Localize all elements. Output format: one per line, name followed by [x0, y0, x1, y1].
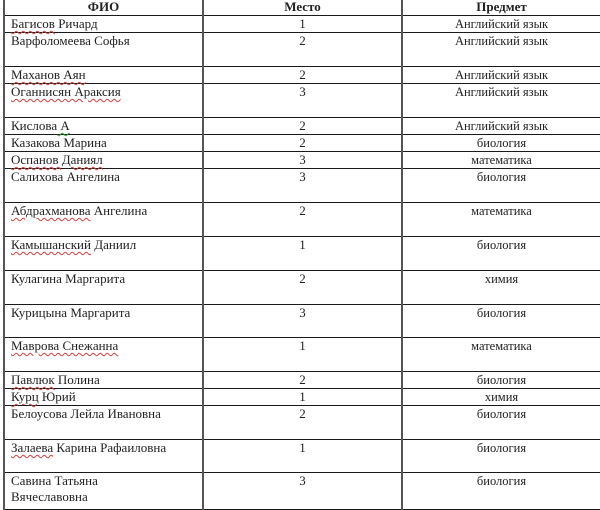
table-row — [4, 16, 600, 33]
table-row — [4, 118, 600, 135]
cell-place: 1 — [203, 338, 402, 372]
cell-name — [4, 33, 203, 67]
cell-name — [4, 440, 203, 473]
name-text: Оганнисян Араксия — [11, 84, 121, 99]
cell-subject: биология — [402, 169, 600, 203]
cell-name — [4, 237, 203, 271]
cell-place: 1 — [203, 16, 402, 33]
name-text-flagged: Абдрахманова — [11, 203, 91, 218]
cell-subject: химия — [402, 271, 600, 305]
cell-name — [4, 67, 203, 84]
table-row — [4, 84, 600, 118]
cell-name — [4, 406, 203, 440]
name-text-rest: Даниил — [90, 237, 137, 252]
cell-place: 2 — [203, 271, 402, 305]
cell-subject: математика — [402, 152, 600, 169]
name-text: Казакова Марина — [11, 135, 107, 150]
header-name: ФИО — [4, 0, 203, 16]
cell-name — [4, 305, 203, 338]
name-text: Савина Татьяна Вячеславовна — [11, 473, 98, 504]
cell-subject: математика — [402, 203, 600, 237]
cell-place: 2 — [203, 33, 402, 67]
cell-name — [4, 169, 203, 203]
name-text: Варфоломеева Софья — [11, 33, 130, 48]
name-text: Белоусова Лейла Ивановна — [11, 406, 161, 421]
name-text-flagged: А — [57, 118, 70, 133]
cell-place: 3 — [203, 473, 402, 510]
cell-name — [4, 135, 203, 152]
cell-place: 3 — [203, 84, 402, 118]
cell-subject: химия — [402, 389, 600, 406]
name-text-flagged: Павлюк — [11, 372, 55, 387]
cell-subject: биология — [402, 135, 600, 152]
cell-subject: Английский язык — [402, 118, 600, 135]
cell-place: 3 — [203, 169, 402, 203]
name-text-flagged: Курц — [11, 389, 39, 404]
name-text-rest: Ангелина — [90, 203, 148, 218]
header-row — [4, 0, 600, 16]
cell-subject: Английский язык — [402, 33, 600, 67]
cell-name — [4, 372, 203, 389]
cell-place: 1 — [203, 440, 402, 473]
name-text-flagged: Камышанский — [11, 237, 91, 252]
cell-subject: биология — [402, 440, 600, 473]
table-row — [4, 440, 600, 473]
cell-place: 2 — [203, 372, 402, 389]
table-row — [4, 389, 600, 406]
cell-name — [4, 271, 203, 305]
name-text-flagged: Залаева — [11, 440, 54, 455]
cell-subject: биология — [402, 406, 600, 440]
cell-name — [4, 84, 203, 118]
results-table — [3, 0, 600, 510]
name-text: Кислова — [11, 118, 58, 133]
table-row — [4, 372, 600, 389]
cell-name — [4, 473, 203, 510]
name-text-rest: Полина — [54, 372, 100, 387]
cell-subject: Английский язык — [402, 16, 600, 33]
table-row — [4, 135, 600, 152]
cell-name — [4, 16, 203, 33]
cell-subject: биология — [402, 237, 600, 271]
cell-place: 2 — [203, 406, 402, 440]
cell-subject: Английский язык — [402, 67, 600, 84]
cell-subject: биология — [402, 372, 600, 389]
table-row — [4, 33, 600, 67]
cell-place: 2 — [203, 135, 402, 152]
table-row — [4, 203, 600, 237]
header-place: Место — [203, 0, 402, 16]
cell-subject: биология — [402, 305, 600, 338]
table-row — [4, 67, 600, 84]
cell-subject: математика — [402, 338, 600, 372]
name-text: Курицына Маргарита — [11, 305, 131, 320]
name-text-rest: Юрий — [38, 389, 76, 404]
table-row — [4, 271, 600, 305]
cell-subject: Английский язык — [402, 84, 600, 118]
table-row — [4, 169, 600, 203]
cell-place: 1 — [203, 389, 402, 406]
cell-subject: биология — [402, 473, 600, 510]
cell-name — [4, 203, 203, 237]
header-subject: Предмет — [402, 0, 600, 16]
cell-name — [4, 338, 203, 372]
name-text: Оспанов Даниял — [11, 152, 103, 167]
name-text-flagged: Багисов — [11, 16, 55, 31]
name-text: Салихова Ангелина — [11, 169, 120, 184]
table-row — [4, 338, 600, 372]
cell-place: 3 — [203, 305, 402, 338]
name-text: Кулагина Маргарита — [11, 271, 126, 286]
cell-place: 1 — [203, 237, 402, 271]
name-text-rest: Карина Рафаиловна — [53, 440, 167, 455]
name-text: Маврова Снежанна — [11, 338, 119, 353]
cell-place: 2 — [203, 118, 402, 135]
cell-place: 3 — [203, 152, 402, 169]
table-row — [4, 237, 600, 271]
cell-place: 2 — [203, 67, 402, 84]
table-row — [4, 305, 600, 338]
table-row — [4, 473, 600, 510]
cell-place: 2 — [203, 203, 402, 237]
table-row — [4, 152, 600, 169]
cell-name — [4, 118, 203, 135]
table-row — [4, 406, 600, 440]
cell-name — [4, 152, 203, 169]
cell-name — [4, 389, 203, 406]
name-text-rest: Ричард — [54, 16, 98, 31]
name-text: Маханов Аян — [11, 67, 86, 82]
